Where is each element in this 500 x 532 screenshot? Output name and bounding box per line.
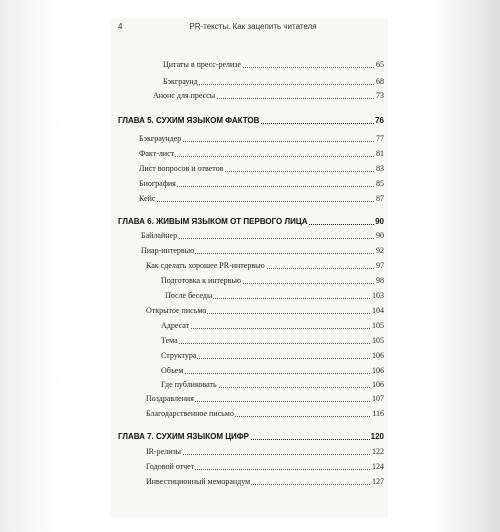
toc-entry: Кейс 87 bbox=[139, 194, 384, 203]
toc-chapter: ГЛАВА 5. СУХИМ ЯЗЫКОМ ФАКТОВ 76 bbox=[118, 116, 384, 125]
toc-entry: Лист вопросов и ответов 83 bbox=[139, 164, 384, 173]
toc-entry: После беседы 103 bbox=[165, 291, 384, 300]
toc-entry: Открытое письмо 104 bbox=[146, 306, 384, 315]
toc-chapter: ГЛАВА 7. СУХИМ ЯЗЫКОМ ЦИФР 120 bbox=[118, 432, 384, 441]
toc-entry: Инвестиционный меморандум 127 bbox=[146, 477, 384, 486]
toc-entry: Благодарственное письмо 116 bbox=[146, 409, 384, 418]
toc-entry: Биография 85 bbox=[139, 179, 384, 188]
toc-entry: Адресат 105 bbox=[161, 321, 384, 330]
toc-entry: Структура 106 bbox=[161, 351, 384, 360]
toc-entry: Цитаты в пресс-релизе 65 bbox=[163, 60, 384, 69]
toc-entry: IR-релизы 122 bbox=[146, 447, 384, 456]
toc-entry: Байлайнер 90 bbox=[141, 231, 384, 240]
toc-chapter: ГЛАВА 6. ЖИВЫМ ЯЗЫКОМ ОТ ПЕРВОГО ЛИЦА 90 bbox=[118, 217, 384, 226]
toc-entry: Бэкграундер 77 bbox=[139, 134, 384, 143]
toc-entry: Факт-лист 81 bbox=[139, 149, 384, 158]
toc-entry: Где публиковать 106 bbox=[161, 380, 384, 389]
toc-entry: Подготовка к интервью 98 bbox=[161, 276, 384, 285]
toc-entry: Анонс для прессы 73 bbox=[153, 91, 384, 100]
toc-entry: Как сделать хорошее PR-интервью 97 bbox=[146, 261, 384, 270]
toc-entry: Пиар-интервью 92 bbox=[141, 246, 384, 255]
toc-entry: Поздравления 107 bbox=[146, 394, 384, 403]
toc-entry: Бэкграунд 68 bbox=[163, 77, 384, 86]
running-title: PR-тексты. Как зацепить читателя bbox=[189, 22, 317, 31]
page-number: 4 bbox=[118, 22, 123, 31]
toc-entry: Тема 105 bbox=[161, 336, 384, 345]
toc-entry: Годовой отчет 124 bbox=[146, 462, 384, 471]
toc-entry: Объем 106 bbox=[161, 366, 384, 375]
